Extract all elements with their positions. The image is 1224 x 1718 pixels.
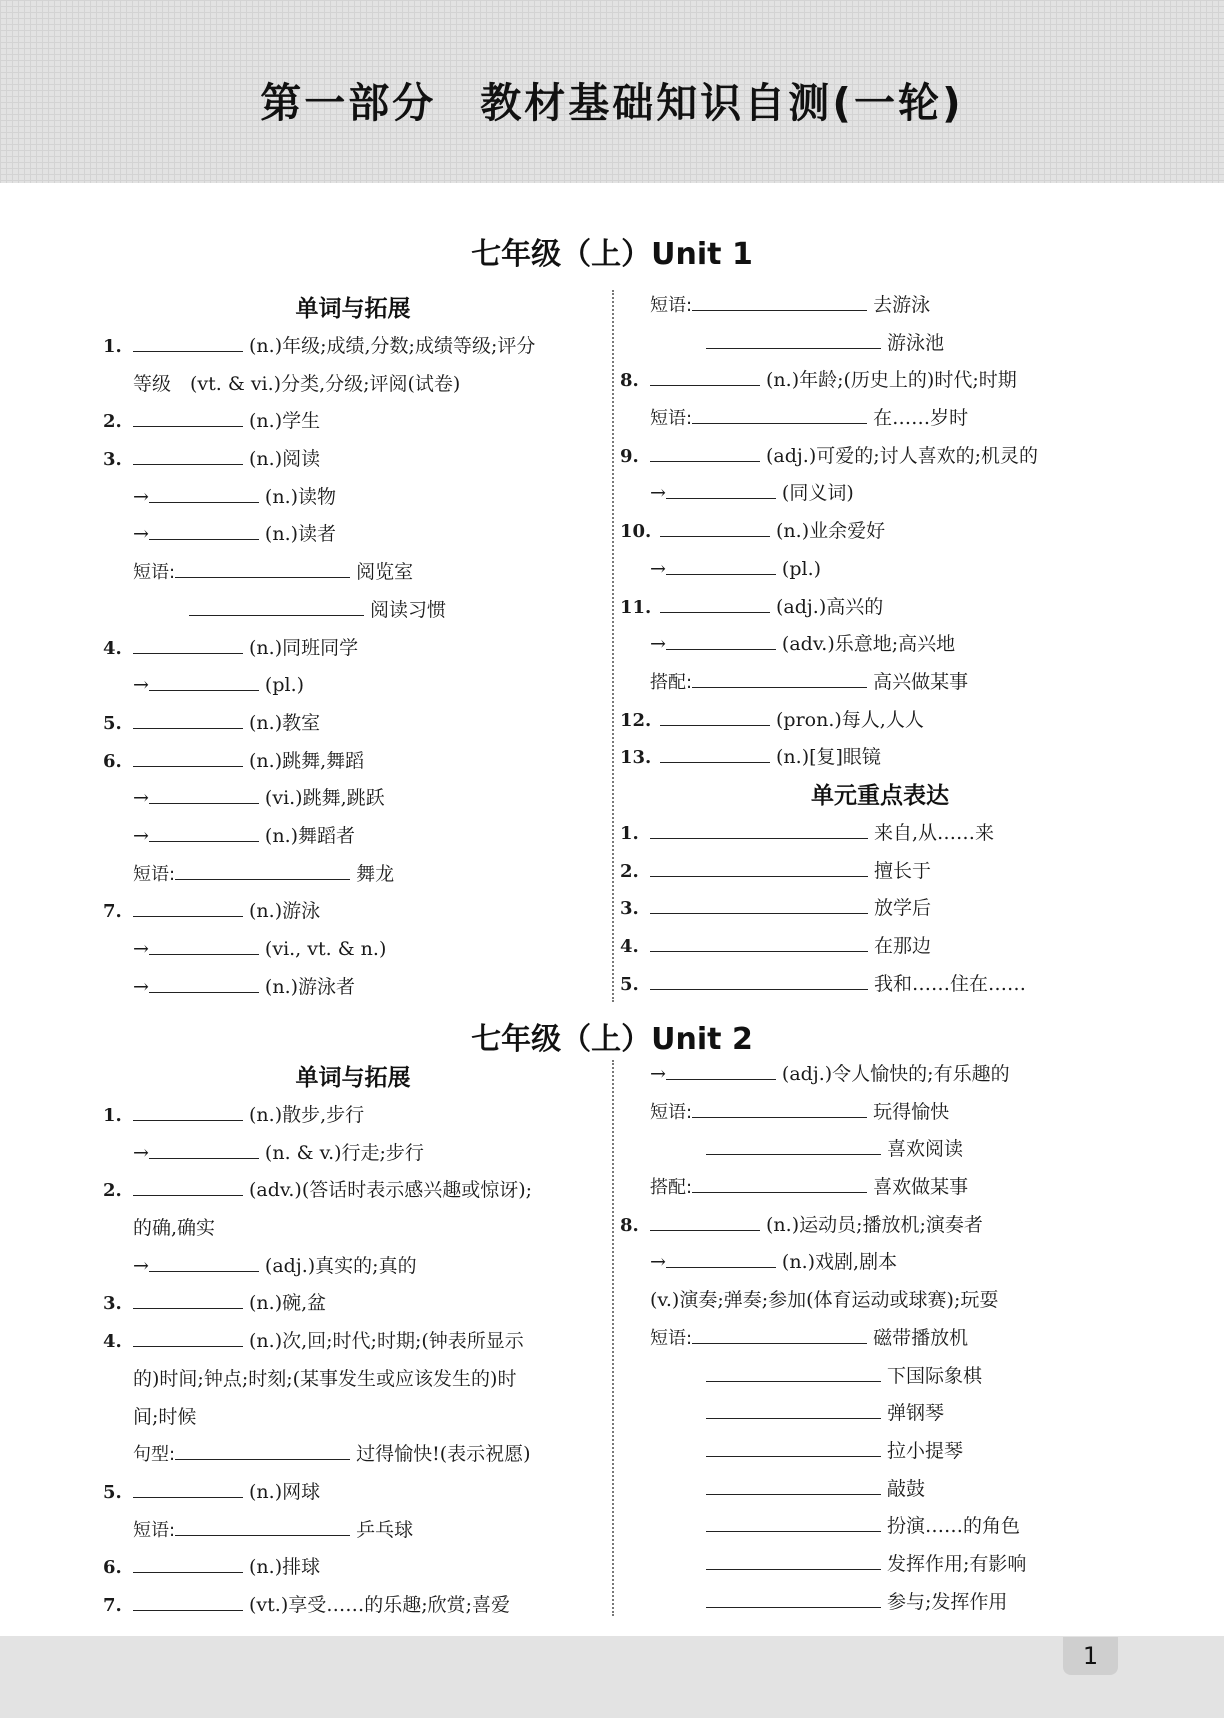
list-item: → (adj.)令人愉快的;有乐趣的 <box>620 1056 1140 1094</box>
unit1-column-divider <box>612 290 614 1002</box>
list-item: 1. (n.)散步,步行 <box>103 1097 603 1135</box>
answer-blank[interactable] <box>706 326 881 349</box>
list-item: 搭配: 喜欢做某事 <box>620 1169 1140 1207</box>
answer-blank[interactable] <box>692 1170 867 1193</box>
answer-blank[interactable] <box>133 1550 243 1573</box>
answer-blank[interactable] <box>706 1359 881 1382</box>
list-item: 3. (n.)碗,盆 <box>103 1285 603 1323</box>
list-item: 4. (n.)同班同学 <box>103 630 603 668</box>
list-item: 4. 在那边 <box>620 928 1140 966</box>
unit2-column-divider <box>612 1060 614 1616</box>
answer-blank[interactable] <box>692 1095 867 1118</box>
answer-blank[interactable] <box>133 1173 243 1196</box>
answer-blank[interactable] <box>189 593 364 616</box>
list-item: 短语: 阅览室 <box>103 554 603 592</box>
list-item: 的)时间;钟点;时刻;(某事发生或应该发生的)时 <box>133 1367 517 1390</box>
answer-blank[interactable] <box>175 555 350 578</box>
arrow-icon: → <box>650 1251 666 1274</box>
answer-blank[interactable] <box>666 552 776 575</box>
list-item: 8. (n.)年龄;(历史上的)时代;时期 <box>620 362 1140 400</box>
answer-blank[interactable] <box>706 1547 881 1570</box>
list-item: 短语: 玩得愉快 <box>620 1094 1140 1132</box>
answer-blank[interactable] <box>706 1132 881 1155</box>
list-item: 1. (n.)年级;成绩,分数;成绩等级;评分 <box>103 328 603 366</box>
list-item: 12. (pron.)每人,人人 <box>620 702 1140 740</box>
list-item: → (adv.)乐意地;高兴地 <box>620 626 1140 664</box>
unit1-vocab-heading: 单词与拓展 <box>295 296 411 322</box>
arrow-icon: → <box>650 1063 666 1085</box>
list-item: 4. (n.)次,回;时代;时期;(钟表所显示 <box>103 1323 603 1361</box>
answer-blank[interactable] <box>660 703 770 726</box>
list-item: → (n.)读物 <box>103 479 603 517</box>
answer-blank[interactable] <box>692 288 867 311</box>
answer-blank[interactable] <box>133 631 243 654</box>
arrow-icon: → <box>133 787 149 810</box>
answer-blank[interactable] <box>133 442 243 465</box>
footer-band <box>0 1636 1224 1718</box>
answer-blank[interactable] <box>133 1098 243 1121</box>
answer-blank[interactable] <box>660 514 770 537</box>
list-item: 的确,确实 <box>133 1217 216 1240</box>
unit1-right-column <box>620 287 1140 1003</box>
list-item: → (同义词) <box>620 475 1140 513</box>
answer-blank[interactable] <box>650 929 868 952</box>
answer-blank[interactable] <box>650 439 760 462</box>
answer-blank[interactable] <box>666 476 776 499</box>
answer-blank[interactable] <box>650 854 868 877</box>
answer-blank[interactable] <box>666 1057 776 1080</box>
list-item: 2. (adv.)(答话时表示感兴趣或惊讶); <box>103 1172 603 1210</box>
answer-blank[interactable] <box>692 401 867 424</box>
list-item: 弹钢琴 <box>620 1395 1140 1433</box>
list-item: → (n.)游泳者 <box>103 969 603 1007</box>
list-item: 10. (n.)业余爱好 <box>620 513 1140 551</box>
list-item: 拉小提琴 <box>620 1433 1140 1471</box>
list-item: 参与;发挥作用 <box>620 1584 1140 1622</box>
list-item: 2. (n.)学生 <box>103 403 603 441</box>
list-item: 搭配: 高兴做某事 <box>620 664 1140 702</box>
list-item: 8. (n.)运动员;播放机;演奏者 <box>620 1207 1140 1245</box>
list-item: → (pl.) <box>620 551 1140 589</box>
answer-blank[interactable] <box>149 1249 259 1272</box>
list-item: → (n.)舞蹈者 <box>103 818 603 856</box>
list-item: → (n. & v.)行走;步行 <box>103 1135 603 1173</box>
list-item: 等级 (vt. & vi.)分类,分级;评阅(试卷) <box>133 372 461 395</box>
list-item: 5. (n.)网球 <box>103 1474 603 1512</box>
answer-blank[interactable] <box>149 970 259 993</box>
arrow-icon: → <box>133 824 149 847</box>
list-item: 短语: 舞龙 <box>103 856 603 894</box>
list-item: 短语: 在……岁时 <box>620 400 1140 438</box>
list-item: (v.)演奏;弹奏;参加(体育运动或球赛);玩耍 <box>650 1289 999 1312</box>
answer-blank[interactable] <box>133 894 243 917</box>
answer-blank[interactable] <box>133 404 243 427</box>
list-item: 2. 擅长于 <box>620 853 1140 891</box>
answer-blank[interactable] <box>692 665 867 688</box>
list-item: 9. (adj.)可爱的;讨人喜欢的;机灵的 <box>620 438 1140 476</box>
list-item: → (vi.)跳舞,跳跃 <box>103 780 603 818</box>
list-item: 13. (n.)[复]眼镜 <box>620 739 1140 777</box>
answer-blank[interactable] <box>149 819 259 842</box>
answer-blank[interactable] <box>706 1585 881 1608</box>
answer-blank[interactable] <box>660 740 770 763</box>
answer-blank[interactable] <box>706 1472 881 1495</box>
unit2-title: 七年级（上）Unit 2 <box>471 1022 753 1057</box>
arrow-icon: → <box>133 485 149 508</box>
list-item: 句型: 过得愉快!(表示祝愿) <box>103 1436 603 1474</box>
list-item: 3. 放学后 <box>620 890 1140 928</box>
arrow-icon: → <box>650 482 666 505</box>
arrow-icon: → <box>650 633 666 656</box>
answer-blank[interactable] <box>133 1286 243 1309</box>
answer-blank[interactable] <box>175 1513 350 1536</box>
list-item: 5. 我和……住在…… <box>620 966 1140 1004</box>
answer-blank[interactable] <box>175 857 350 880</box>
answer-blank[interactable] <box>133 1588 243 1611</box>
answer-blank[interactable] <box>149 781 259 804</box>
list-item: 7. (vt.)享受……的乐趣;欣赏;喜爱 <box>103 1587 603 1625</box>
list-item: 短语: 去游泳 <box>620 287 1140 325</box>
unit2-vocab-column <box>103 1059 603 1625</box>
arrow-icon: → <box>133 1141 149 1164</box>
unit2-right-column <box>620 1056 1140 1621</box>
list-item: 6. (n.)跳舞,舞蹈 <box>103 743 603 781</box>
answer-blank[interactable] <box>666 1245 776 1268</box>
answer-blank[interactable] <box>175 1437 350 1460</box>
answer-blank[interactable] <box>133 706 243 729</box>
answer-blank[interactable] <box>133 329 243 352</box>
arrow-icon: → <box>133 1254 149 1277</box>
arrow-icon: → <box>133 938 149 960</box>
arrow-icon: → <box>133 523 149 546</box>
answer-blank[interactable] <box>149 517 259 540</box>
unit1-vocab-column <box>103 290 603 1006</box>
answer-blank[interactable] <box>133 1475 243 1498</box>
list-item: 喜欢阅读 <box>620 1131 1140 1169</box>
list-item: 短语: 磁带播放机 <box>620 1320 1140 1358</box>
answer-blank[interactable] <box>660 590 770 613</box>
answer-blank[interactable] <box>666 627 776 650</box>
list-item: 11. (adj.)高兴的 <box>620 589 1140 627</box>
list-item: 阅读习惯 <box>103 592 603 630</box>
list-item: → (pl.) <box>103 667 603 705</box>
part-title: 第一部分 教材基础知识自测(一轮) <box>260 79 964 127</box>
answer-blank[interactable] <box>133 1324 243 1347</box>
arrow-icon: → <box>650 557 666 580</box>
answer-blank[interactable] <box>706 1396 881 1419</box>
list-item: 扮演……的角色 <box>620 1508 1140 1546</box>
list-item: → (adj.)真实的;真的 <box>103 1248 603 1286</box>
unit2-vocab-heading: 单词与拓展 <box>295 1065 411 1091</box>
unit1-expressions-heading: 单元重点表达 <box>811 782 949 809</box>
arrow-icon: → <box>133 674 149 697</box>
page-number: 1 <box>1063 1637 1118 1675</box>
answer-blank[interactable] <box>650 891 868 914</box>
answer-blank[interactable] <box>650 967 868 990</box>
answer-blank[interactable] <box>133 744 243 767</box>
list-item: 6. (n.)排球 <box>103 1549 603 1587</box>
answer-blank[interactable] <box>149 1136 259 1159</box>
answer-blank[interactable] <box>149 932 259 955</box>
list-item: 短语: 乒乓球 <box>103 1512 603 1550</box>
list-item: 7. (n.)游泳 <box>103 893 603 931</box>
list-item: → (n.)戏剧,剧本 <box>620 1244 1140 1282</box>
list-item: 发挥作用;有影响 <box>620 1546 1140 1584</box>
list-item: → (n.)读者 <box>103 516 603 554</box>
answer-blank[interactable] <box>650 1208 760 1231</box>
list-item: 5. (n.)教室 <box>103 705 603 743</box>
list-item: 1. 来自,从……来 <box>620 815 1140 853</box>
answer-blank[interactable] <box>650 363 760 386</box>
answer-blank[interactable] <box>692 1321 867 1344</box>
arrow-icon: → <box>133 975 149 998</box>
list-item: 游泳池 <box>620 325 1140 363</box>
list-item: 间;时候 <box>133 1405 197 1428</box>
list-item: 3. (n.)阅读 <box>103 441 603 479</box>
answer-blank[interactable] <box>706 1509 881 1532</box>
answer-blank[interactable] <box>149 480 259 503</box>
list-item: → (vi., vt. & n.) <box>103 931 603 969</box>
answer-blank[interactable] <box>149 668 259 691</box>
unit1-title: 七年级（上）Unit 1 <box>471 237 753 272</box>
answer-blank[interactable] <box>650 816 868 839</box>
answer-blank[interactable] <box>706 1434 881 1457</box>
list-item: 下国际象棋 <box>620 1358 1140 1396</box>
list-item: 敲鼓 <box>620 1471 1140 1509</box>
